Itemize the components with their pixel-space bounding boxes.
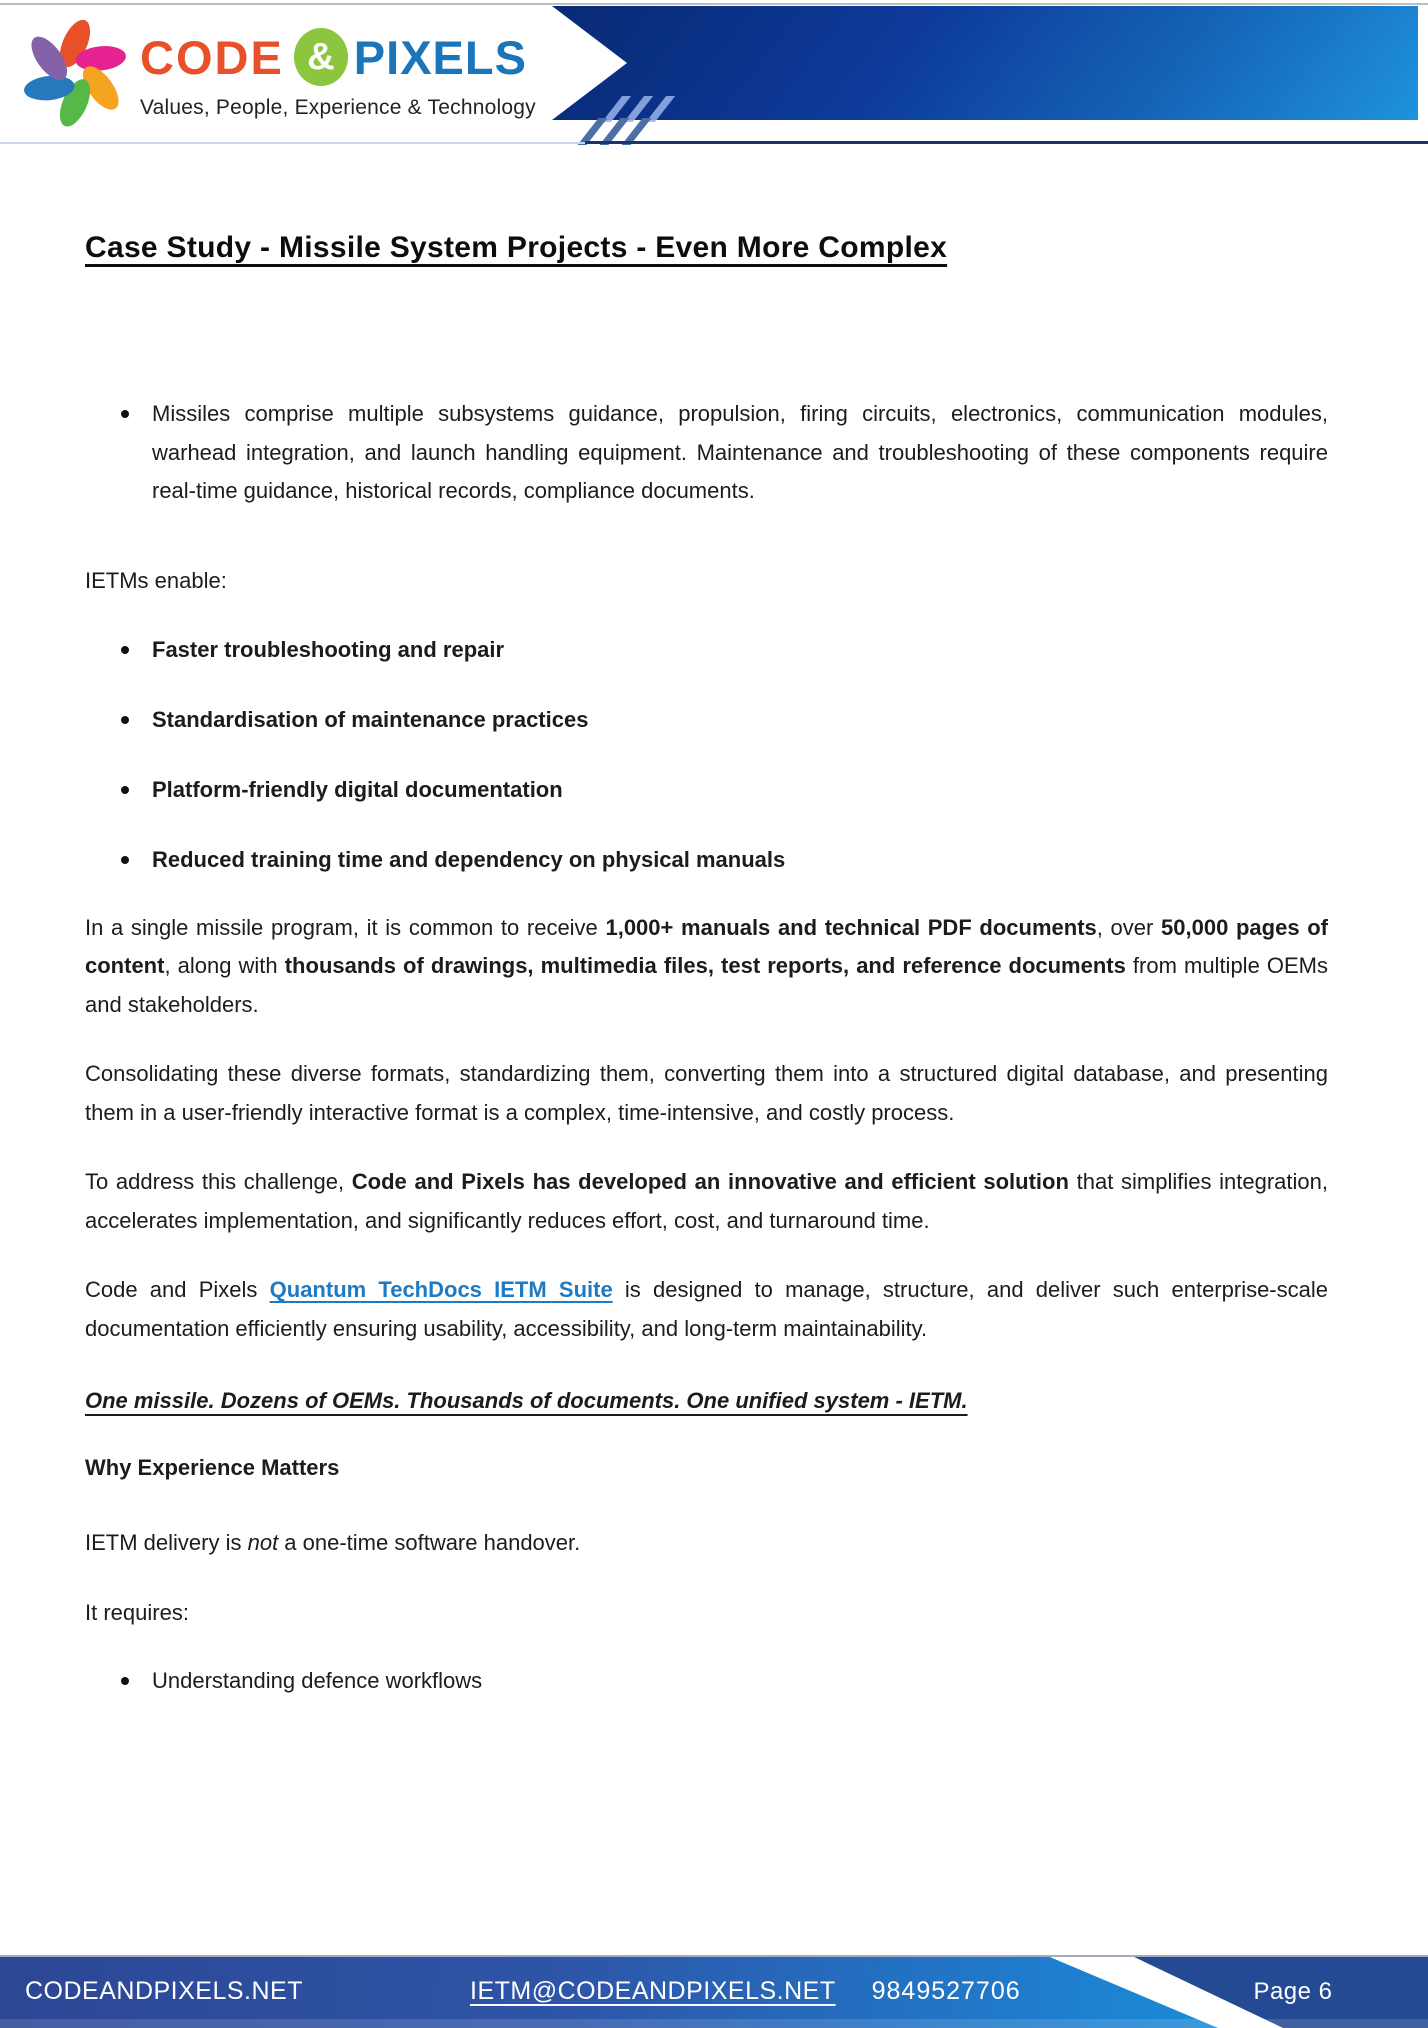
logo-tagline: Values, People, Experience & Technology: [140, 96, 536, 119]
page-title: Case Study - Missile System Projects - Even More Complex: [85, 231, 948, 264]
header-banner: [552, 6, 1418, 120]
requires-bullet-defence-workflows: Understanding defence workflows: [85, 1662, 1328, 1700]
benefit-item-reduced-training: Reduced training time and dependency on physical manuals: [85, 841, 1328, 879]
logo-ampersand-badge: &: [294, 28, 348, 86]
delivery-statement: IETM delivery is not a one-time software handover.: [85, 1530, 581, 1555]
header-divider-navy: [585, 141, 1428, 144]
logo-text-block: [140, 10, 536, 120]
intro-bullet-paragraph: Missiles comprise multiple subsystems guidance, propulsion, firing circuits, electronics, communication modules, warhead integration, and launch handling equipment. Maintenance and troubleshooting of these components require real-time guidance, historical records, compliance documents.: [85, 395, 1328, 511]
top-border-line: [0, 3, 1428, 5]
benefit-item-standardisation: Standardisation of maintenance practices: [85, 701, 1328, 739]
document-body: [85, 228, 1328, 1700]
logo-word-pixels: PIXELS: [353, 30, 527, 84]
header-divider-light: [0, 142, 585, 144]
benefits-list: [85, 631, 1328, 879]
it-requires-label: It requires:: [85, 1600, 189, 1625]
paragraph-challenge: To address this challenge, Code and Pixels has developed an innovative and efficient solution that simplifies integration, accelerates implementation, and significantly reduces effort, cost, and turnaround time.: [85, 1169, 1328, 1233]
footer-email-link[interactable]: IETM@CODEANDPIXELS.NET: [470, 1977, 836, 2005]
paragraph-quantum-suite: Code and Pixels Quantum TechDocs IETM Suite is designed to manage, structure, and deliver such enterprise-scale documentation efficiently ensuring usability, accessibility, and long-term maintainability.: [85, 1277, 1328, 1341]
benefit-item-faster-troubleshooting: Faster troubleshooting and repair: [85, 631, 1328, 669]
why-experience-heading: Why Experience Matters: [85, 1455, 340, 1480]
footer-bar: [0, 1955, 1428, 2028]
paragraph-volume: In a single missile program, it is common to receive 1,000+ manuals and technical PDF documents, over 50,000 pages of content, along with thousands of drawings, multimedia files, test reports, and reference documents from multiple OEMs and stakeholders.: [85, 914, 1328, 1017]
footer-website: CODEANDPIXELS.NET: [25, 1977, 304, 2005]
page-number: Page 6: [1253, 1977, 1333, 2005]
company-logo: [20, 10, 536, 132]
quantum-techdocs-link[interactable]: Quantum TechDocs IETM Suite: [269, 1277, 613, 1302]
footer-contact-group: [470, 1955, 1021, 2028]
unified-system-statement: One missile. Dozens of OEMs. Thousands of documents. One unified system - IETM.: [85, 1388, 968, 1413]
paragraph-consolidating: Consolidating these diverse formats, standardizing them, converting them into a structured digital database, and presenting them in a user-friendly interactive format is a complex, time-intensive, and costly process.: [85, 1061, 1328, 1125]
pinwheel-logo-icon: [20, 10, 130, 132]
benefit-item-platform-friendly: Platform-friendly digital documentation: [85, 771, 1328, 809]
footer-phone: 9849527706: [871, 1977, 1021, 2005]
logo-wordmark: [140, 28, 536, 86]
logo-word-code: CODE: [140, 30, 284, 84]
ietms-enable-label: IETMs enable:: [85, 567, 227, 593]
